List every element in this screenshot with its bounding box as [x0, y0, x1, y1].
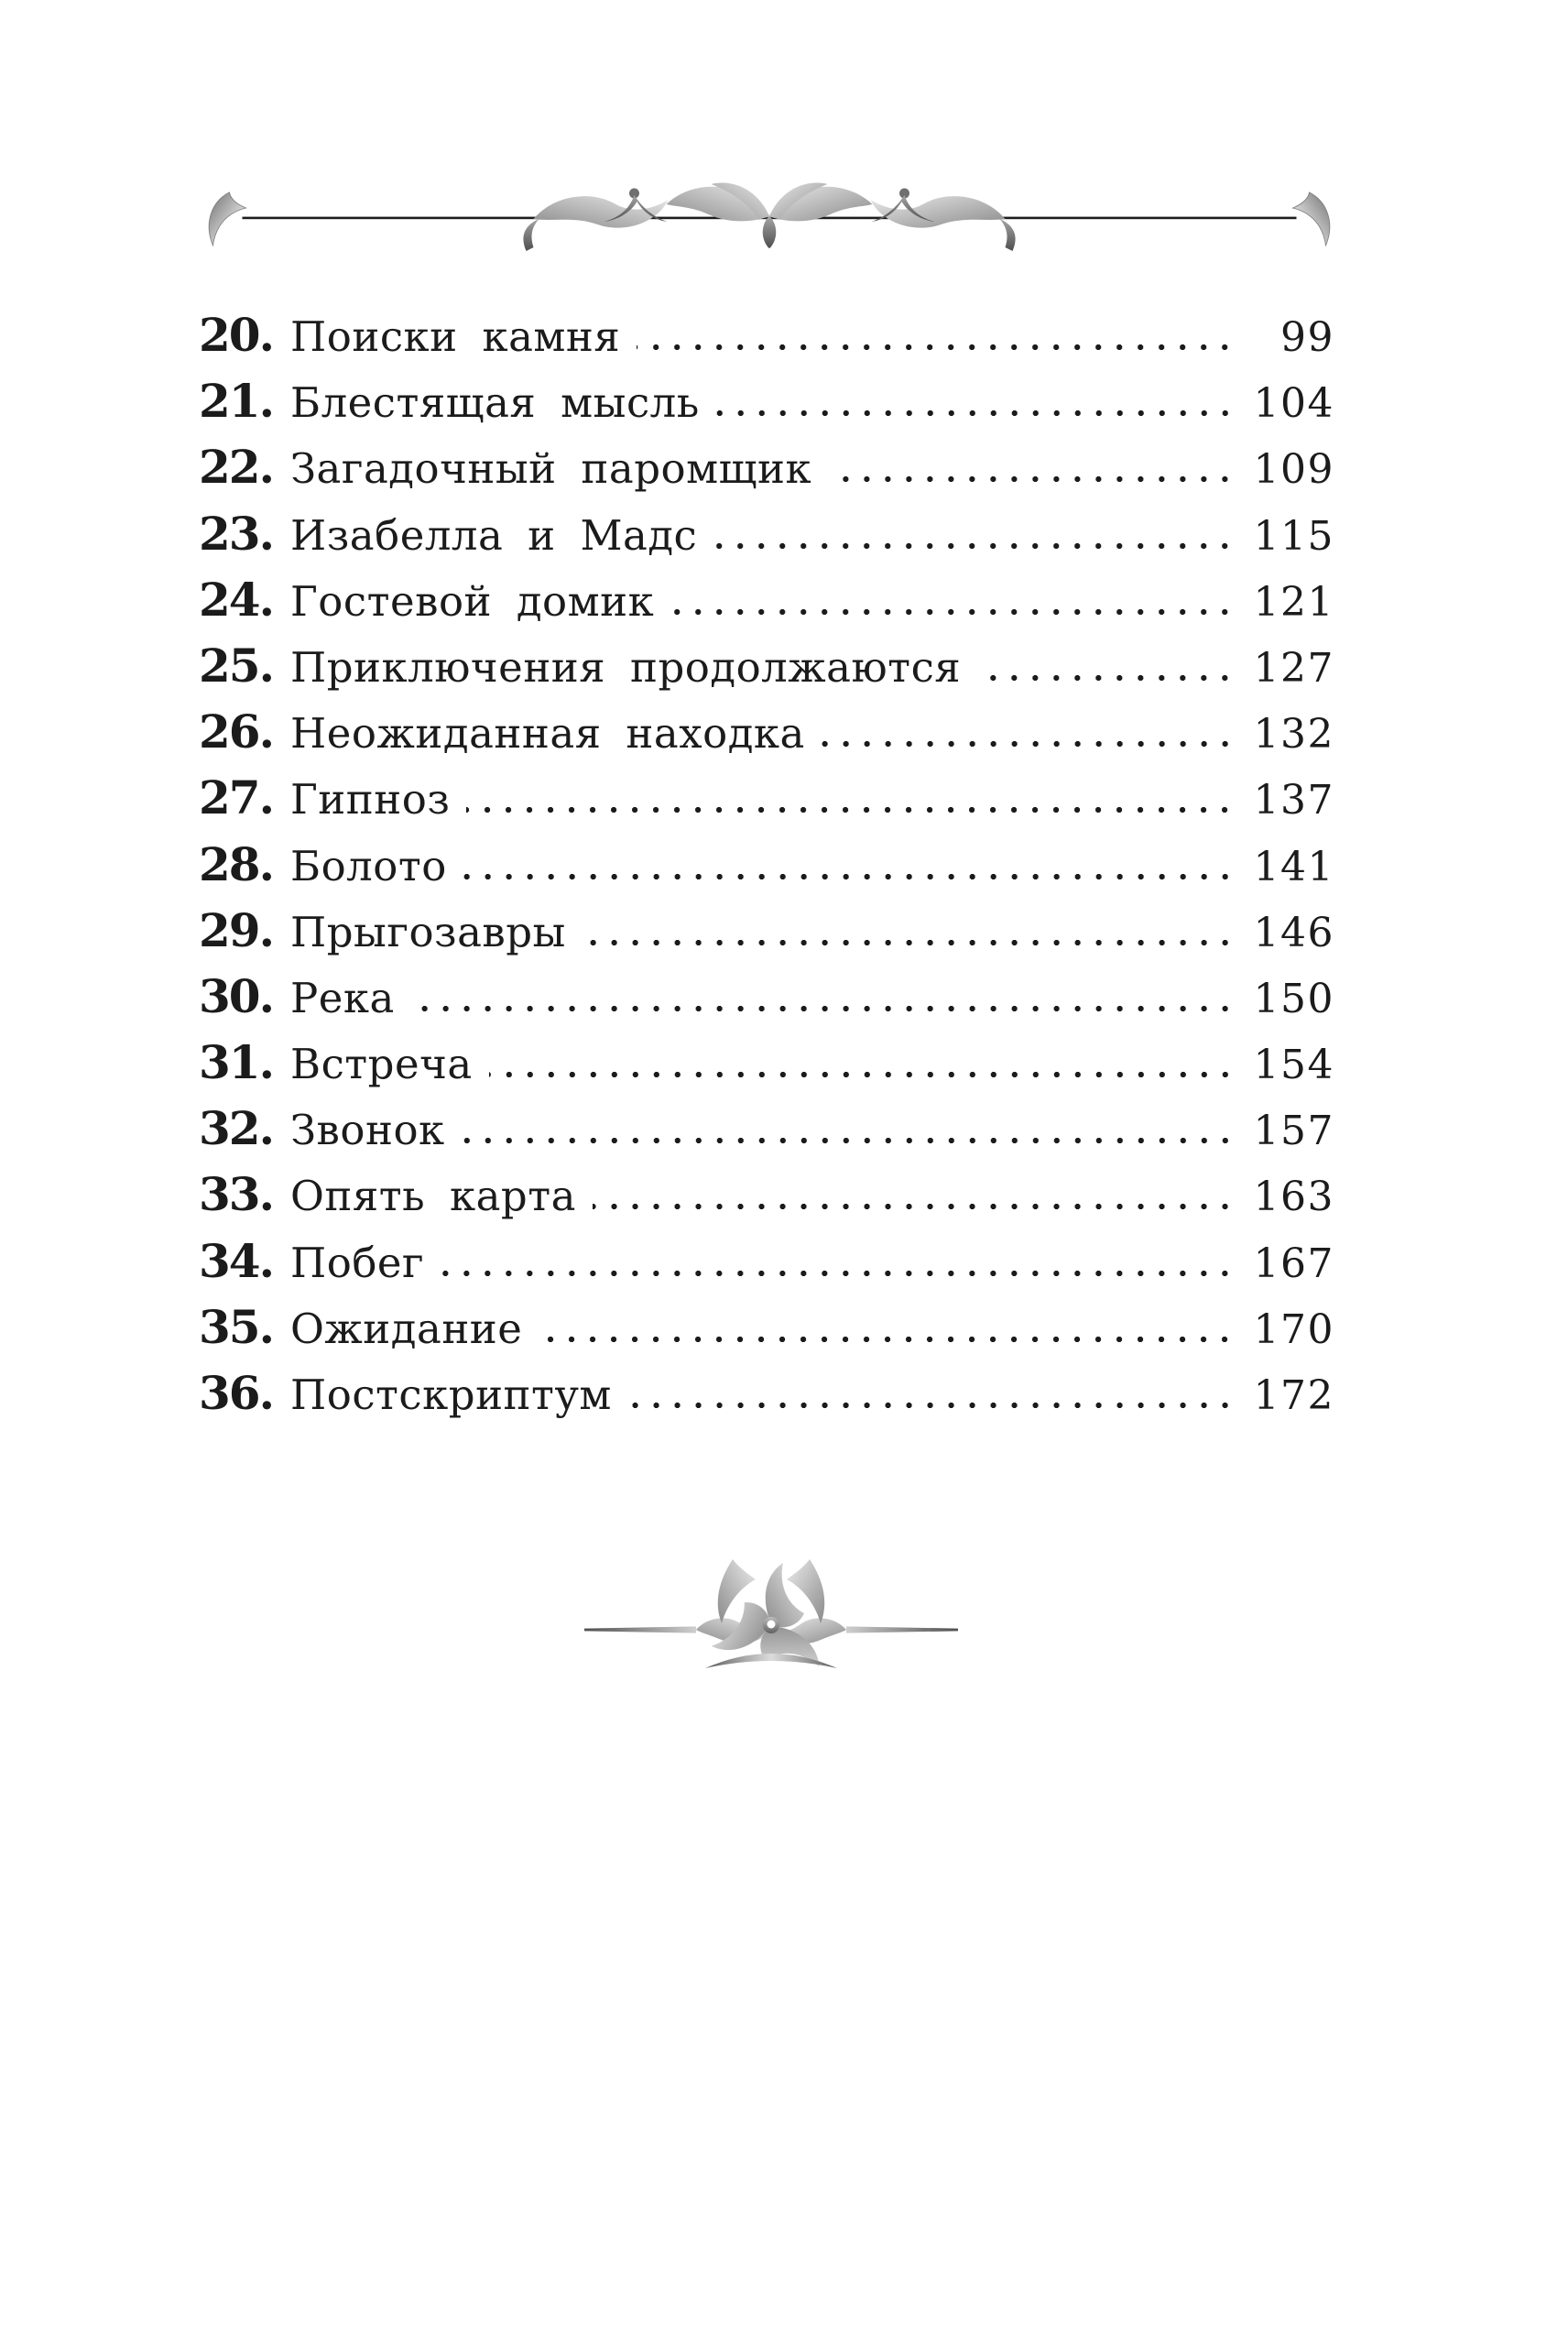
chapter-number: 24. [199, 572, 273, 627]
dot-leader-icon [713, 542, 1236, 550]
page-number: 172 [1253, 1372, 1334, 1419]
chapter-title: Ожидание [290, 1304, 523, 1353]
chapter-title: Река [290, 973, 395, 1022]
dot-leader-icon [628, 1402, 1236, 1409]
toc-entry [188, 1366, 1334, 1436]
page-number: 127 [1253, 644, 1334, 692]
chapter-number: 31. [199, 1035, 273, 1090]
toc-list [188, 308, 1334, 1436]
toc-entry [188, 572, 1334, 643]
page-number: 99 [1280, 314, 1334, 361]
dot-leader-icon [593, 1203, 1236, 1210]
chapter-title: Побег [290, 1238, 425, 1287]
chapter-title: Встреча [290, 1040, 473, 1089]
chapter-title: Блестящая мысль [290, 378, 700, 428]
page-number: 141 [1253, 843, 1334, 890]
left-end-curl-icon [209, 192, 245, 246]
toc-entry [188, 1167, 1334, 1238]
chapter-number: 36. [199, 1366, 273, 1420]
chapter-number: 35. [199, 1299, 273, 1354]
chapter-number: 34. [199, 1233, 273, 1288]
chapter-title: Постскриптум [290, 1370, 612, 1419]
toc-entry [188, 638, 1334, 709]
chapter-number: 30. [199, 968, 273, 1023]
chapter-number: 23. [199, 506, 273, 561]
chapter-number: 33. [199, 1167, 273, 1222]
dot-leader-icon [463, 873, 1236, 880]
footer-trefoil-ornament [579, 1546, 964, 1684]
dot-leader-icon [670, 608, 1236, 616]
chapter-title: Опять карта [290, 1172, 576, 1221]
toc-entry [188, 770, 1334, 841]
page-number: 146 [1253, 909, 1334, 956]
page-number: 157 [1253, 1108, 1334, 1155]
right-end-curl-icon [1293, 192, 1330, 246]
chapter-number: 26. [199, 704, 273, 759]
toc-entry [188, 374, 1334, 444]
toc-entry [188, 902, 1334, 974]
chapter-title: Болото [290, 841, 447, 890]
page-number: 154 [1253, 1042, 1334, 1089]
toc-entry [188, 1299, 1334, 1370]
dot-leader-icon [822, 740, 1236, 748]
chapter-title: Прыгозавры [290, 907, 566, 956]
chapter-title: Звонок [290, 1106, 445, 1155]
chapter-title: Неожиданная находка [290, 709, 805, 759]
chevron-swoosh-icon [705, 1654, 837, 1668]
dot-leader-icon [441, 1270, 1236, 1277]
dot-leader-icon [411, 1005, 1236, 1012]
page-number: 137 [1253, 777, 1334, 824]
toc-entry [188, 1035, 1334, 1106]
chapter-number: 21. [199, 374, 273, 429]
page-number: 163 [1253, 1174, 1334, 1221]
toc-entry [188, 1101, 1334, 1172]
chapter-number: 25. [199, 638, 273, 693]
chapter-title: Гостевой домик [290, 576, 655, 626]
chapter-number: 28. [199, 836, 273, 891]
toc-entry [188, 308, 1334, 378]
page-number: 104 [1253, 380, 1334, 428]
dot-leader-icon [583, 939, 1236, 946]
dot-leader-icon [466, 806, 1236, 814]
toc-entry [188, 440, 1334, 510]
chapter-number: 29. [199, 902, 273, 957]
page-number: 167 [1253, 1239, 1334, 1287]
toc-entry [188, 1233, 1334, 1305]
page-number: 150 [1253, 975, 1334, 1022]
chapter-number: 20. [199, 308, 273, 362]
header-flourish-ornament [203, 167, 1335, 268]
page-number: 132 [1253, 711, 1334, 759]
chapter-title: Поиски камня [290, 312, 621, 361]
chapter-title: Загадочный паромщик [290, 444, 812, 494]
chapter-title: Изабелла и Мадс [290, 510, 698, 560]
toc-entry [188, 506, 1334, 577]
toc-entry [188, 968, 1334, 1040]
dot-leader-icon [637, 344, 1236, 351]
page-number: 121 [1253, 578, 1334, 626]
page-number: 109 [1253, 446, 1334, 494]
dot-leader-icon [977, 674, 1236, 682]
dot-leader-icon [462, 1137, 1236, 1144]
toc-entry [188, 704, 1334, 775]
toc-entry [188, 836, 1334, 908]
chapter-number: 27. [199, 770, 273, 825]
dot-leader-icon [539, 1336, 1236, 1343]
dot-leader-icon [828, 475, 1236, 483]
chapter-number: 22. [199, 440, 273, 495]
chapter-title: Приключения продолжаются [290, 642, 962, 692]
center-flourish-half [523, 183, 775, 251]
chapter-title: Гипноз [290, 775, 451, 824]
dot-leader-icon [716, 410, 1236, 417]
dot-leader-icon [489, 1071, 1236, 1078]
page-number: 115 [1253, 512, 1334, 560]
chapter-number: 32. [199, 1101, 273, 1156]
page-number: 170 [1253, 1305, 1334, 1353]
